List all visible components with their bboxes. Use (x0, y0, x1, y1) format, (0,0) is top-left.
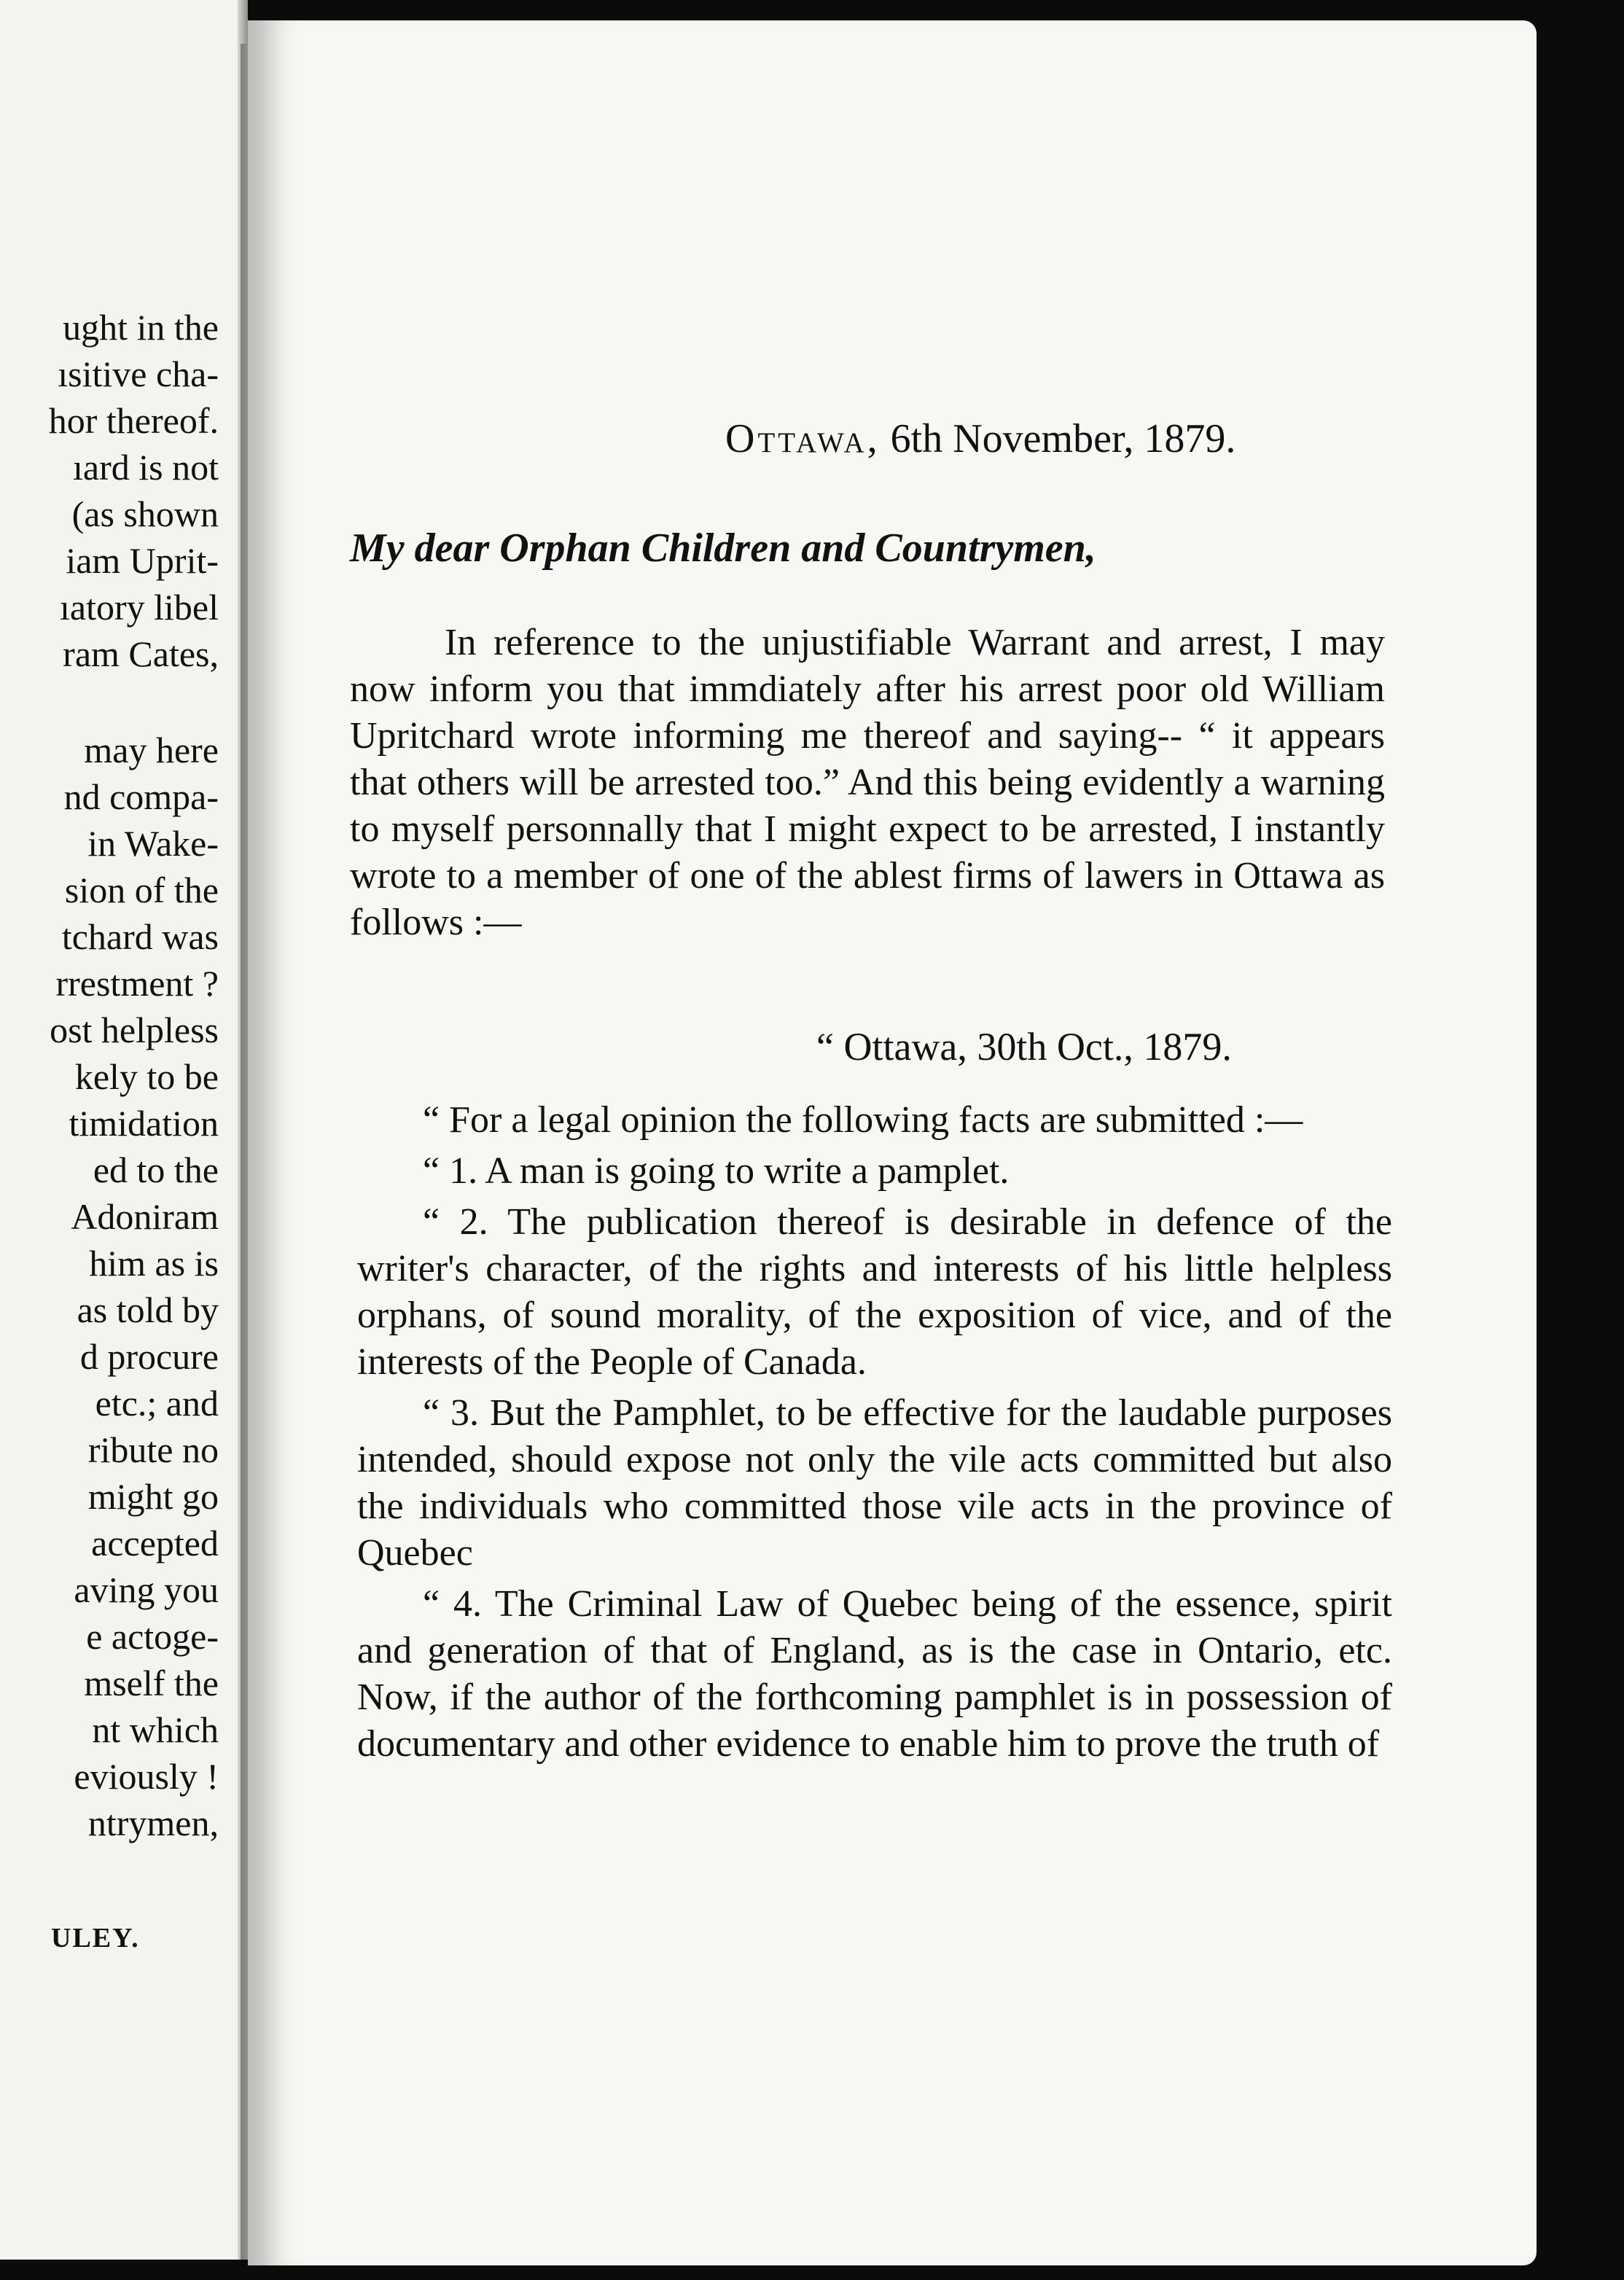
salutation: My dear Orphan Children and Countrymen, (350, 526, 1096, 571)
letter-heading-date (725, 415, 1235, 462)
left-page-line: ram Cates, (63, 633, 219, 674)
left-page-line: mself the (84, 1663, 219, 1703)
left-page-line: may here (84, 730, 219, 770)
left-page-line: in Wake- (87, 823, 219, 864)
left-page-line: ught in the (63, 307, 219, 348)
date-place: Ottawa, (725, 416, 881, 461)
quoted-item: “ 4. The Criminal Law of Quebec being of the essence, spirit and generation of that of England, as is the case in Ontario, etc. Now, if the author of the forthcoming pamphlet is in possession of documentary and other evidence to enable him to prove the truth of (357, 1583, 1392, 1765)
left-page-line: ıard is not (73, 447, 219, 488)
left-page (0, 0, 248, 2260)
left-page-line: rrestment ? (55, 963, 219, 1004)
left-page-line: kely to be (74, 1056, 219, 1097)
left-page-line: him as is (89, 1243, 219, 1284)
left-page-line: ıatory libel (60, 587, 219, 628)
left-page-line: Adoniram (71, 1196, 219, 1237)
left-page-signature: ULEY. (51, 1923, 140, 1953)
body-paragraph (350, 620, 1385, 946)
left-page-line: tchard was (61, 916, 219, 957)
left-page-line: nd compa- (63, 776, 219, 817)
left-page-line: timidation (69, 1103, 219, 1144)
quoted-item: “ 1. A man is going to write a pamplet. (423, 1150, 1010, 1192)
quoted-letter (357, 1097, 1392, 1772)
left-page-line: ed to the (93, 1149, 219, 1190)
left-page-line: (as shown (71, 493, 219, 534)
left-page-line: aving you (74, 1569, 219, 1610)
left-page-line: hor thereof. (48, 400, 219, 441)
paragraph-text: In reference to the unjustifiable Warrant and arrest, I may now inform you that immdiately after his arrest poor old William Upritchard wrote informing me thereof and saying-- “ it appears that others will be arrested too.” And this being evidently a warning to myself personnally that I might expect to be arrested, I instantly wrote to a member of one of the ablest firms of lawers in Ottawa as follows :— (350, 622, 1385, 943)
left-page-line: etc.; and (95, 1383, 219, 1424)
left-page-line: might go (87, 1476, 219, 1517)
left-page-line: accepted (91, 1523, 219, 1563)
left-page-line: ribute no (87, 1429, 219, 1470)
quoted-item: “ 3. But the Pamphlet, to be effective for the laudable purposes intended, should expose not only the vile acts committed but also the individuals who committed those vile acts in the province of Quebec (357, 1392, 1392, 1574)
left-page-line: ntrymen, (87, 1803, 219, 1843)
left-page-line: ost helpless (50, 1010, 219, 1050)
quoted-item: “ For a legal opinion the following facts are submitted :— (423, 1099, 1303, 1141)
left-page-line: nt which (92, 1709, 219, 1750)
left-page-line: d procure (79, 1336, 219, 1377)
left-page-line: iam Uprit- (66, 540, 219, 581)
left-page-line: as told by (77, 1289, 219, 1330)
left-page-line: ısitive cha- (58, 354, 219, 394)
quoted-letter-date: “ Ottawa, 30th Oct., 1879. (816, 1025, 1232, 1069)
left-page-line: sion of the (64, 870, 219, 910)
quoted-item: “ 2. The publication thereof is desirable in defence of the writer's character, of the rights and interests of his little helpless orphans, of sound morality, of the exposition of vice, and of the interests of the People of Canada. (357, 1201, 1392, 1383)
date-rest: 6th November, 1879. (890, 416, 1236, 461)
left-page-line: e actoge- (86, 1616, 219, 1657)
left-page-line: eviously ! (74, 1756, 219, 1797)
